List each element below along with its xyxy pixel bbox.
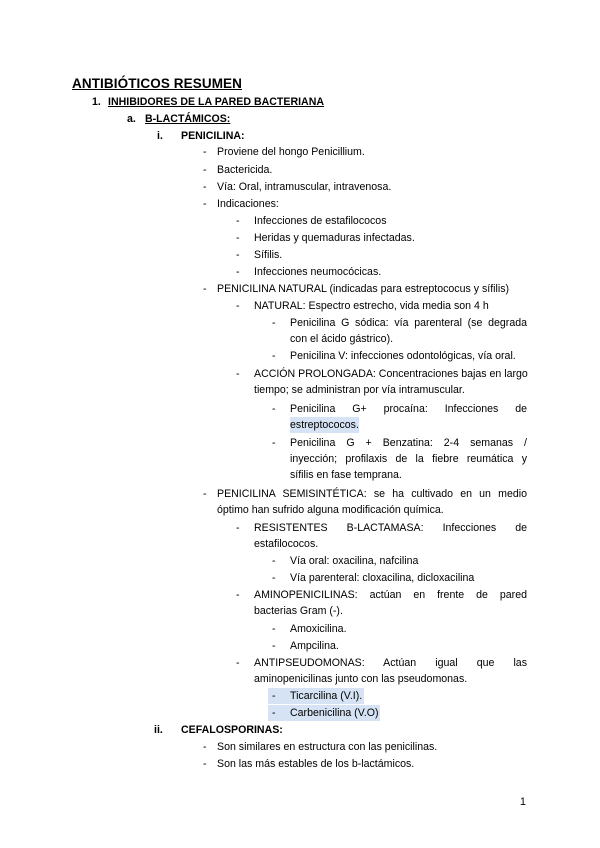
list-item-continuation: tiempo; se administran por vía intramuscular. — [254, 384, 465, 396]
bullet-dash: - — [236, 249, 240, 261]
bullet-dash: - — [272, 437, 276, 449]
bullet-dash: - — [272, 572, 276, 584]
highlighted-list-item: Carbenicilina (V.O) — [290, 707, 379, 719]
list-item: ANTIPSEUDOMONAS: Actúan igual que las — [254, 657, 527, 669]
section-number: 1. — [92, 96, 101, 108]
bullet-dash: - — [272, 403, 276, 415]
subsection-heading: B-LACTÁMICOS: — [145, 113, 231, 125]
subsection-letter: a. — [127, 113, 136, 125]
page-number: 1 — [520, 796, 526, 808]
bullet-dash: - — [236, 522, 240, 534]
list-item-continuation: sífilis en fase temprana. — [290, 469, 402, 481]
bullet-dash: - — [203, 146, 207, 158]
list-item-continuation: aminopenicilinas junto con las pseudomonas. — [254, 673, 468, 685]
bullet-dash: - — [272, 317, 276, 329]
bullet-dash: - — [236, 266, 240, 278]
bullet-dash: - — [272, 350, 276, 362]
bullet-dash: - — [203, 283, 207, 295]
list-item: RESISTENTES B-LACTAMASA: Infecciones de — [254, 522, 527, 534]
list-item: Infecciones de estafilococos — [254, 215, 387, 227]
document-title: ANTIBIÓTICOS RESUMEN — [72, 76, 243, 91]
list-item: Indicaciones: — [217, 198, 279, 210]
bullet-dash: - — [236, 300, 240, 312]
item-roman-numeral: ii. — [154, 724, 163, 736]
bullet-dash: - — [236, 368, 240, 380]
bullet-dash: - — [203, 164, 207, 176]
bullet-dash: - — [272, 640, 276, 652]
bullet-dash: - — [272, 623, 276, 635]
list-item-continuation: bacterias Gram (-). — [254, 605, 343, 617]
list-item: Heridas y quemaduras infectadas. — [254, 232, 415, 244]
list-item: AMINOPENICILINAS: actúan en frente de pared — [254, 589, 527, 601]
list-item: Infecciones neumocócicas. — [254, 266, 382, 278]
list-item: Vía parenteral: cloxacilina, dicloxacilina — [290, 572, 475, 584]
bullet-dash: - — [236, 657, 240, 669]
list-item: Sífilis. — [254, 249, 283, 261]
list-item: Son las más estables de los b-lactámicos. — [217, 758, 415, 770]
list-item: ACCIÓN PROLONGADA: Concentraciones bajas en largo — [254, 368, 528, 380]
list-item: PENICILINA NATURAL (indicadas para estreptococus y sífilis) — [217, 283, 510, 295]
list-item: Vía oral: oxacilina, nafcilina — [290, 555, 419, 567]
list-item: PENICILINA SEMISINTÉTICA: se ha cultivado en un medio — [217, 488, 527, 500]
list-item: Bactericida. — [217, 164, 273, 176]
list-item: Penicilina V: infecciones odontológicas, vía oral. — [290, 350, 516, 362]
bullet-dash: - — [203, 758, 207, 770]
section-heading: INHIBIDORES DE LA PARED BACTERIANA — [108, 96, 325, 108]
list-item-continuation: inyección; profilaxis de la fiebre reumática y — [290, 453, 527, 465]
list-item-continuation: con el ácido gástrico). — [290, 333, 394, 345]
list-item-continuation: estafilococos. — [254, 538, 319, 550]
list-item-continuation: óptimo han sufrido alguna modificación química. — [217, 504, 444, 516]
item-heading: CEFALOSPORINAS: — [181, 724, 283, 736]
bullet-dash: - — [203, 741, 207, 753]
list-item: Son similares en estructura con las penicilinas. — [217, 741, 438, 753]
highlighted-text: estreptococos. — [290, 419, 359, 431]
highlighted-list-item: Ticarcilina (V.I). — [290, 690, 363, 702]
bullet-dash: - — [203, 198, 207, 210]
list-item: NATURAL: Espectro estrecho, vida media son 4 h — [254, 300, 489, 312]
bullet-dash: - — [272, 707, 276, 719]
list-item: Penicilina G + Benzatina: 2-4 semanas / — [290, 437, 527, 449]
item-heading: PENICILINA: — [181, 130, 245, 142]
list-item: Ampcilina. — [290, 640, 339, 652]
bullet-dash: - — [203, 181, 207, 193]
item-roman-numeral: i. — [157, 130, 163, 142]
list-item: Amoxicilina. — [290, 623, 347, 635]
bullet-dash: - — [236, 232, 240, 244]
list-item: Vía: Oral, intramuscular, intravenosa. — [217, 181, 392, 193]
bullet-dash: - — [236, 589, 240, 601]
list-item: Penicilina G+ procaína: Infecciones de — [290, 403, 527, 415]
bullet-dash: - — [236, 215, 240, 227]
bullet-dash: - — [272, 555, 276, 567]
bullet-dash: - — [272, 690, 276, 702]
list-item: Penicilina G sódica: vía parenteral (se degrada — [290, 317, 527, 329]
list-item: Proviene del hongo Penicillium. — [217, 146, 365, 158]
bullet-dash: - — [203, 488, 207, 500]
